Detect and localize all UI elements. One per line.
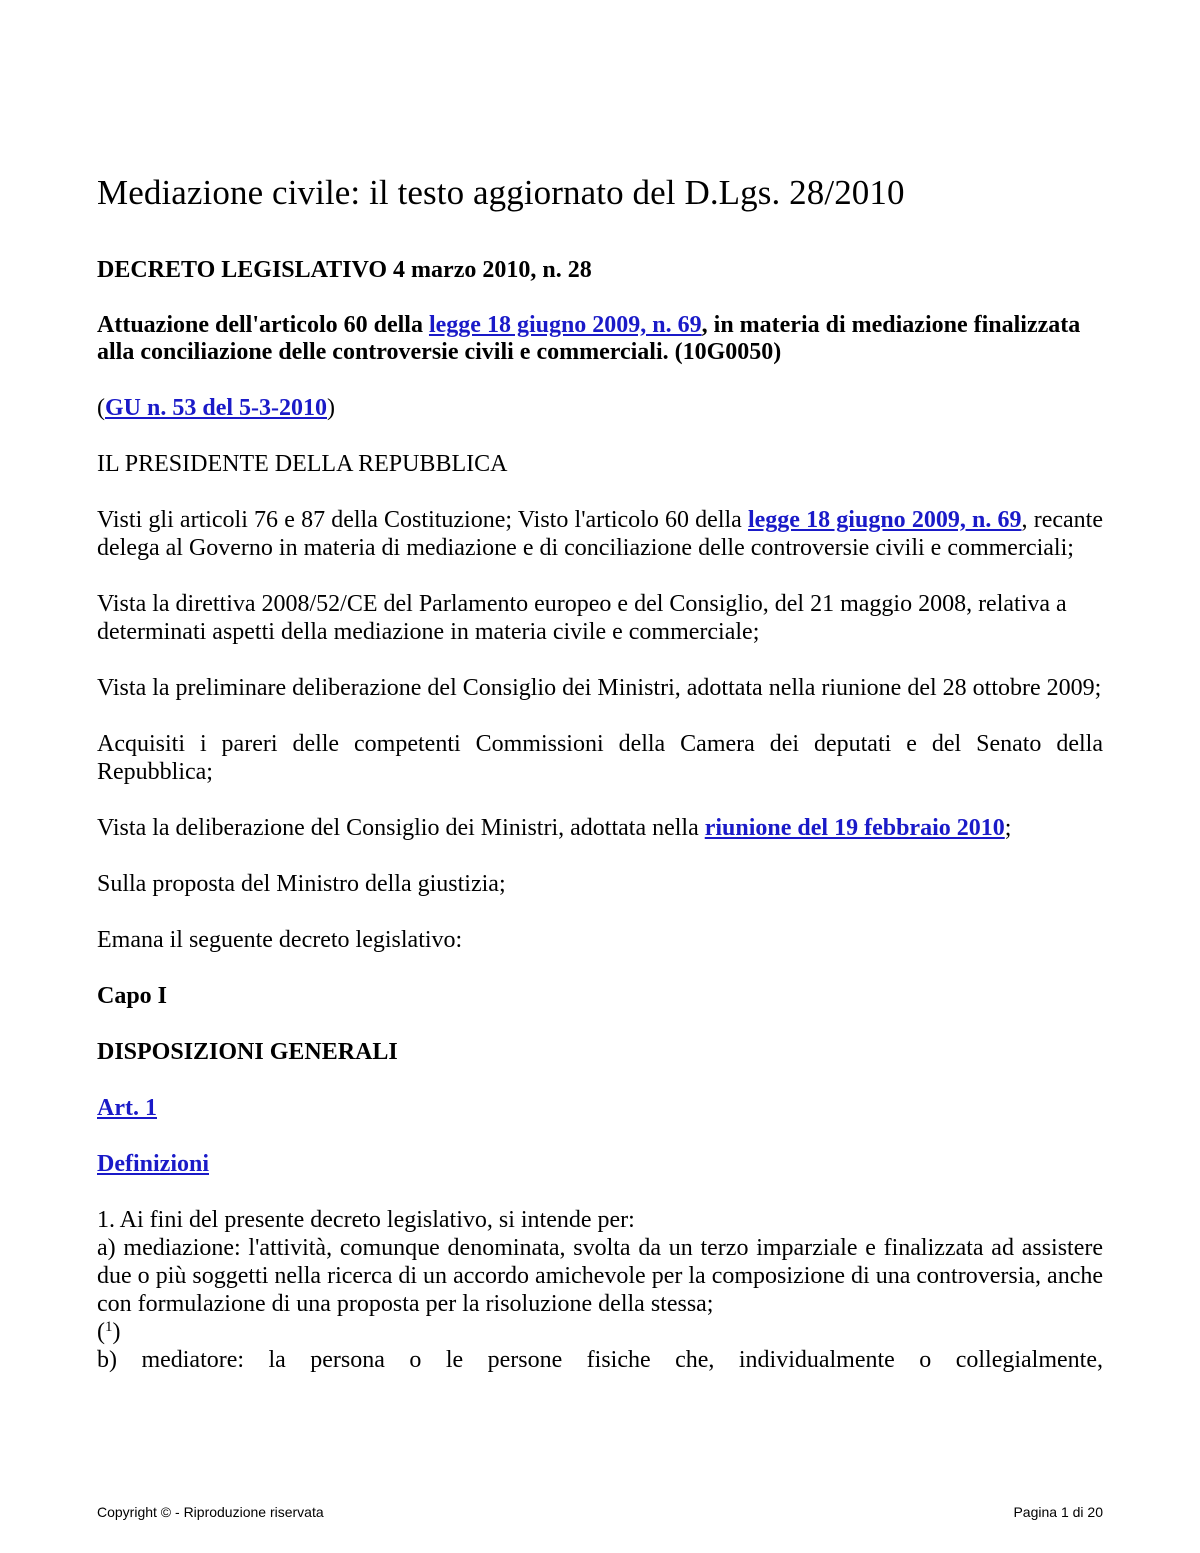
paragraph-direttiva: Vista la direttiva 2008/52/CE del Parlamento europeo e del Consiglio, del 21 maggio 2008, relativa a determinati aspetti della mediazione in materia civile e commerciale; [97, 591, 1067, 645]
clause-a-text: a) mediazione: l'attività, comunque denominata, svolta da un terzo imparziale e finalizzata ad assistere due o più soggetti nella ricerca di un accordo amichevole per la composizione di una controversia, anche con formulazione di una proposta per la risoluzione della stessa; [97, 1235, 1103, 1317]
article-title-link[interactable]: Definizioni [97, 1151, 209, 1177]
article-link[interactable]: Art. 1 [97, 1095, 157, 1121]
gazette-link[interactable]: GU n. 53 del 5-3-2010 [105, 395, 327, 421]
decree-heading: DECRETO LEGISLATIVO 4 marzo 2010, n. 28 [97, 257, 592, 283]
section-heading: DISPOSIZIONI GENERALI [97, 1039, 398, 1065]
page-footer [97, 1504, 1103, 1520]
document-body [97, 172, 1103, 1374]
note-close: ) [112, 1319, 121, 1345]
p1-post: , recante delega al Governo in materia di mediazione e di conciliazione delle controversie civili e commerciali; [97, 507, 1103, 561]
p5-post: ; [1004, 815, 1012, 841]
clause-a [97, 1234, 1103, 1346]
article-title [97, 1150, 1103, 1178]
copyright-notice: Copyright © - Riproduzione riservata [97, 1504, 324, 1520]
paragraph-preliminare: Vista la preliminare deliberazione del Consiglio dei Ministri, adottata nella riunione del 28 ottobre 2009; [97, 675, 1102, 701]
paren-open: ( [97, 395, 105, 421]
paragraph-emana: Emana il seguente decreto legislativo: [97, 927, 463, 953]
decree-subtitle [97, 312, 1103, 366]
note-open: ( [97, 1319, 105, 1345]
clause-1: 1. Ai fini del presente decreto legislativo, si intende per: [97, 1207, 635, 1233]
meeting-link[interactable]: riunione del 19 febbraio 2010 [704, 815, 1005, 841]
paragraph-deliberazione [97, 814, 1103, 842]
law-link-2[interactable]: legge 18 giugno 2009, n. 69 [747, 507, 1022, 533]
p5-pre: Vista la deliberazione del Consiglio dei Ministri, adottata nella [97, 815, 705, 841]
subtitle-post: , in materia di mediazione finalizzata alla conciliazione delle controversie civili e commerciali. (10G0050) [97, 312, 1081, 365]
subtitle-pre: Attuazione dell'articolo 60 della [97, 312, 429, 338]
paragraph-visti [97, 506, 1103, 562]
law-link[interactable]: legge 18 giugno 2009, n. 69 [428, 312, 702, 338]
page-title: Mediazione civile: il testo aggiornato del D.Lgs. 28/2010 [97, 173, 905, 212]
article-heading [97, 1094, 1103, 1122]
chapter-heading: Capo I [97, 983, 168, 1009]
page-number: Pagina 1 di 20 [1013, 1504, 1103, 1520]
paragraph-proposta: Sulla proposta del Ministro della giustizia; [97, 871, 506, 897]
paragraph-pareri: Acquisiti i pareri delle competenti Commissioni della Camera dei deputati e del Senato della Repubblica; [97, 731, 1103, 785]
paren-close: ) [327, 395, 335, 421]
gazette-reference [97, 394, 1103, 422]
footnote-ref[interactable]: 1 [105, 1319, 113, 1335]
clause-b: b) mediatore: la persona o le persone fisiche che, individualmente o collegialmente, [97, 1347, 1103, 1373]
president-heading: IL PRESIDENTE DELLA REPUBBLICA [97, 451, 508, 477]
p1-pre: Visti gli articoli 76 e 87 della Costituzione; Visto l'articolo 60 della [97, 507, 748, 533]
